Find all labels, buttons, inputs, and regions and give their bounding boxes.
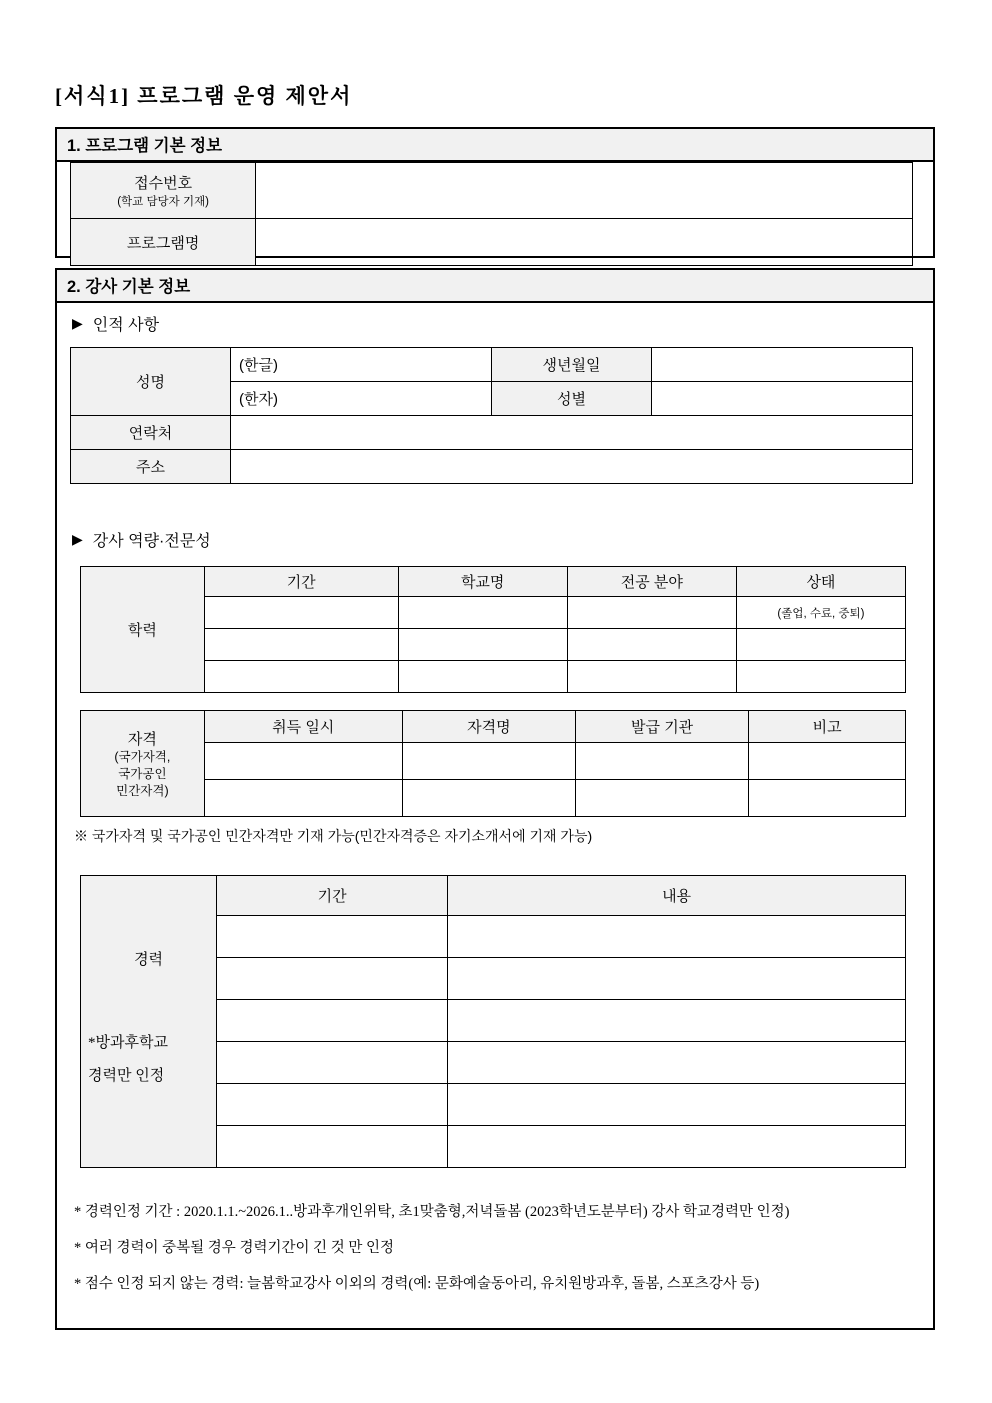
qualification-note: ※ 국가자격 및 국가공인 민간자격만 기재 가능(민간자격증은 자기소개서에 기재 가능) bbox=[74, 828, 593, 844]
personal-info-table bbox=[70, 347, 913, 484]
education-major-cell[interactable] bbox=[567, 629, 736, 661]
career-label-main: 경력 bbox=[134, 952, 164, 968]
career-label-note-line2: 경력만 인정 bbox=[88, 1068, 165, 1084]
career-content-cell[interactable] bbox=[448, 916, 906, 958]
name-hangul-value-cell[interactable]: (한글) bbox=[230, 348, 491, 382]
education-col-status: 상태 bbox=[736, 567, 905, 597]
education-col-period: 기간 bbox=[204, 567, 398, 597]
career-label-note bbox=[81, 1027, 216, 1093]
competency-heading-label: 강사 역량·전문성 bbox=[92, 533, 211, 550]
triangle-bullet-icon: ▶ bbox=[72, 531, 83, 547]
qualification-issuer-cell[interactable] bbox=[576, 743, 749, 780]
footnote-career-period: * 경력인정 기간 : 2020.1.1.~2026.1..방과후개인위탁, 초1맞춤형,저녁돌봄 (2023학년도분부터) 강사 학교경력만 인정) bbox=[74, 1204, 790, 1220]
career-period-cell[interactable] bbox=[217, 1126, 448, 1168]
qualification-date-cell[interactable] bbox=[204, 780, 402, 817]
qualification-col-remark: 비고 bbox=[749, 711, 906, 743]
qualification-col-issuer: 발급 기관 bbox=[576, 711, 749, 743]
qualification-remark-cell[interactable] bbox=[749, 743, 906, 780]
qualification-col-date: 취득 일시 bbox=[204, 711, 402, 743]
education-major-cell[interactable] bbox=[567, 661, 736, 693]
education-col-school: 학교명 bbox=[398, 567, 567, 597]
footnote-excluded-careers: * 점수 인정 되지 않는 경력: 늘봄학교강사 이외의 경력(예: 문화예술동아리, 유치원방과후, 돌봄, 스포츠강사 등) bbox=[74, 1276, 760, 1292]
section2-content bbox=[57, 312, 933, 1302]
address-label: 주소 bbox=[71, 450, 231, 484]
career-content-cell[interactable] bbox=[448, 1000, 906, 1042]
receipt-number-label-sub: (학교 담당자 기재) bbox=[117, 196, 210, 208]
education-period-cell[interactable] bbox=[204, 629, 398, 661]
career-period-cell[interactable] bbox=[217, 958, 448, 1000]
name-label: 성명 bbox=[71, 348, 231, 416]
qualification-name-cell[interactable] bbox=[402, 743, 575, 780]
footnote-overlap-rule: * 여러 경력이 중복될 경우 경력기간이 긴 것 만 인정 bbox=[74, 1240, 395, 1256]
education-school-cell[interactable] bbox=[398, 597, 567, 629]
career-col-content: 내용 bbox=[448, 876, 906, 916]
qualification-header-row bbox=[81, 711, 906, 743]
section-instructor-basic-info bbox=[55, 268, 935, 1330]
qualification-label-main: 자격 bbox=[127, 730, 157, 748]
qualification-issuer-cell[interactable] bbox=[576, 780, 749, 817]
gender-label: 성별 bbox=[491, 382, 651, 416]
career-header-row bbox=[81, 876, 906, 916]
career-label-note-line1: *방과후학교 bbox=[88, 1035, 168, 1051]
address-value-cell[interactable] bbox=[230, 450, 912, 484]
footnotes bbox=[74, 1194, 913, 1302]
education-status-hint[interactable]: (졸업, 수료, 중퇴) bbox=[736, 597, 905, 629]
career-row-label bbox=[81, 876, 217, 1168]
table-row bbox=[71, 348, 913, 382]
qualification-label-sub2: 국가공인 bbox=[118, 766, 167, 781]
receipt-number-label-main: 접수번호 bbox=[134, 175, 193, 192]
program-name-value-cell[interactable] bbox=[256, 219, 913, 266]
table-row bbox=[71, 450, 913, 484]
career-period-cell[interactable] bbox=[217, 1084, 448, 1126]
career-content-cell[interactable] bbox=[448, 1042, 906, 1084]
career-table bbox=[80, 875, 906, 1168]
competency-heading bbox=[72, 528, 913, 551]
section-program-basic-info bbox=[55, 127, 935, 258]
career-content-cell[interactable] bbox=[448, 958, 906, 1000]
program-info-table bbox=[70, 162, 913, 266]
receipt-number-value-cell[interactable] bbox=[256, 163, 913, 219]
qualification-table bbox=[80, 710, 906, 817]
birthdate-label: 생년월일 bbox=[491, 348, 651, 382]
education-row-label: 학력 bbox=[81, 567, 205, 693]
education-status-cell[interactable] bbox=[736, 661, 905, 693]
qualification-label-sub1: (국가자격, bbox=[114, 749, 171, 764]
qualification-remark-cell[interactable] bbox=[749, 780, 906, 817]
program-name-label: 프로그램명 bbox=[71, 219, 256, 266]
qualification-label-sub3: 민간자격) bbox=[116, 783, 169, 798]
qualification-row bbox=[81, 743, 906, 780]
career-period-cell[interactable] bbox=[217, 916, 448, 958]
education-period-cell[interactable] bbox=[204, 661, 398, 693]
education-school-cell[interactable] bbox=[398, 661, 567, 693]
career-period-cell[interactable] bbox=[217, 1042, 448, 1084]
contact-label: 연락처 bbox=[71, 416, 231, 450]
career-period-cell[interactable] bbox=[217, 1000, 448, 1042]
qualification-col-name: 자격명 bbox=[402, 711, 575, 743]
education-header-row bbox=[81, 567, 906, 597]
career-col-period: 기간 bbox=[217, 876, 448, 916]
qualification-name-cell[interactable] bbox=[402, 780, 575, 817]
education-period-cell[interactable] bbox=[204, 597, 398, 629]
table-row bbox=[71, 163, 913, 219]
education-status-cell[interactable] bbox=[736, 629, 905, 661]
table-row bbox=[71, 219, 913, 266]
education-row bbox=[81, 597, 906, 629]
receipt-number-label bbox=[71, 163, 256, 219]
career-content-cell[interactable] bbox=[448, 1084, 906, 1126]
education-row bbox=[81, 661, 906, 693]
education-major-cell[interactable] bbox=[567, 597, 736, 629]
education-table bbox=[80, 566, 906, 693]
education-school-cell[interactable] bbox=[398, 629, 567, 661]
section2-header: 2. 강사 기본 정보 bbox=[57, 270, 933, 303]
name-hanja-value-cell[interactable]: (한자) bbox=[230, 382, 491, 416]
table-row bbox=[71, 416, 913, 450]
page-title: [서식1] 프로그램 운영 제안서 bbox=[55, 84, 353, 108]
education-row bbox=[81, 629, 906, 661]
qualification-row-label bbox=[81, 711, 205, 817]
qualification-date-cell[interactable] bbox=[204, 743, 402, 780]
contact-value-cell[interactable] bbox=[230, 416, 912, 450]
triangle-bullet-icon: ▶ bbox=[72, 315, 83, 331]
personal-info-heading-label: 인적 사항 bbox=[92, 317, 160, 334]
gender-value-cell[interactable] bbox=[651, 382, 912, 416]
career-content-cell[interactable] bbox=[448, 1126, 906, 1168]
section1-header: 1. 프로그램 기본 정보 bbox=[57, 129, 933, 162]
qualification-row bbox=[81, 780, 906, 817]
education-col-major: 전공 분야 bbox=[567, 567, 736, 597]
personal-info-heading bbox=[72, 312, 913, 335]
birthdate-value-cell[interactable] bbox=[651, 348, 912, 382]
